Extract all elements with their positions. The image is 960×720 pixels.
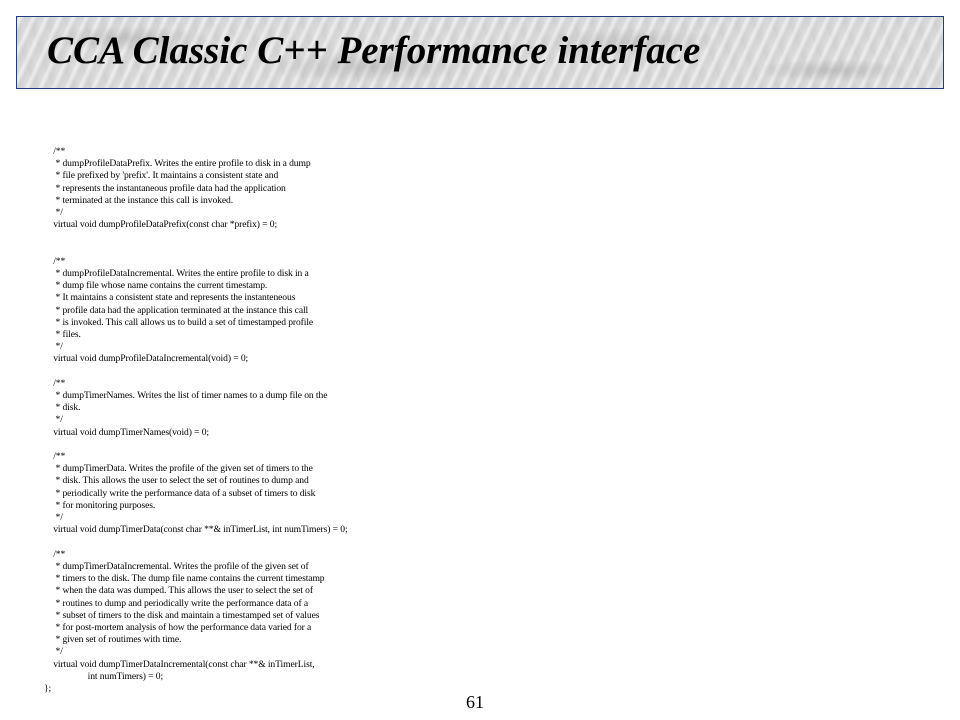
slide-number: 61 [466,692,484,712]
slide-title: CCA Classic C++ Performance interface [47,29,701,72]
code-listing: /** * dumpProfileDataPrefix. Writes the entire profile to disk in a dump * file prefixed by 'prefix'. It maintains a consistent state and * represents the instantaneous profile data had the application * terminated at the instance this call is invoked. */ virtual void dumpProfileDataPrefix(const char *prefix) = 0; /** * dumpProfileDataIncremental. Writes the entire profile to disk in a * dump file whose name contains the current timestamp. * It maintains a consistent state and represents the instanteneous * profile data had the application terminated at the instance this call * is invoked. This call allows us to build a set of timestamped profile * files. */ virtual void dumpProfileDataIncremental(void) = 0; /** * dumpTimerNames. Writes the list of timer names to a dump file on the * disk. */ virtual void dumpTimerNames(void) = 0; /** * dumpTimerData. Writes the profile of the given set of timers to the * disk. This allows the user to select the set of routines to dump and * periodically write the performance data of a subset of timers to disk * for monitoring purposes. */ virtual void dumpTimerData(const char **& inTimerList, int numTimers) = 0; /** * dumpTimerDataIncremental. Writes the profile of the given set of * timers to the disk. The dump file name contains the current timestamp * when the data was dumped. This allows the user to select the set of * routines to dump and periodically write the performance data of a * subset of timers to the disk and maintain a timestamped set of values * for post-mortem analysis of how the performance data varied for a * given set of routimes with time. */ virtual void dumpTimerDataIncremental(const char **& inTimerList, int numTimers) = 0; }; [44,146,348,694]
title-banner [16,16,944,89]
